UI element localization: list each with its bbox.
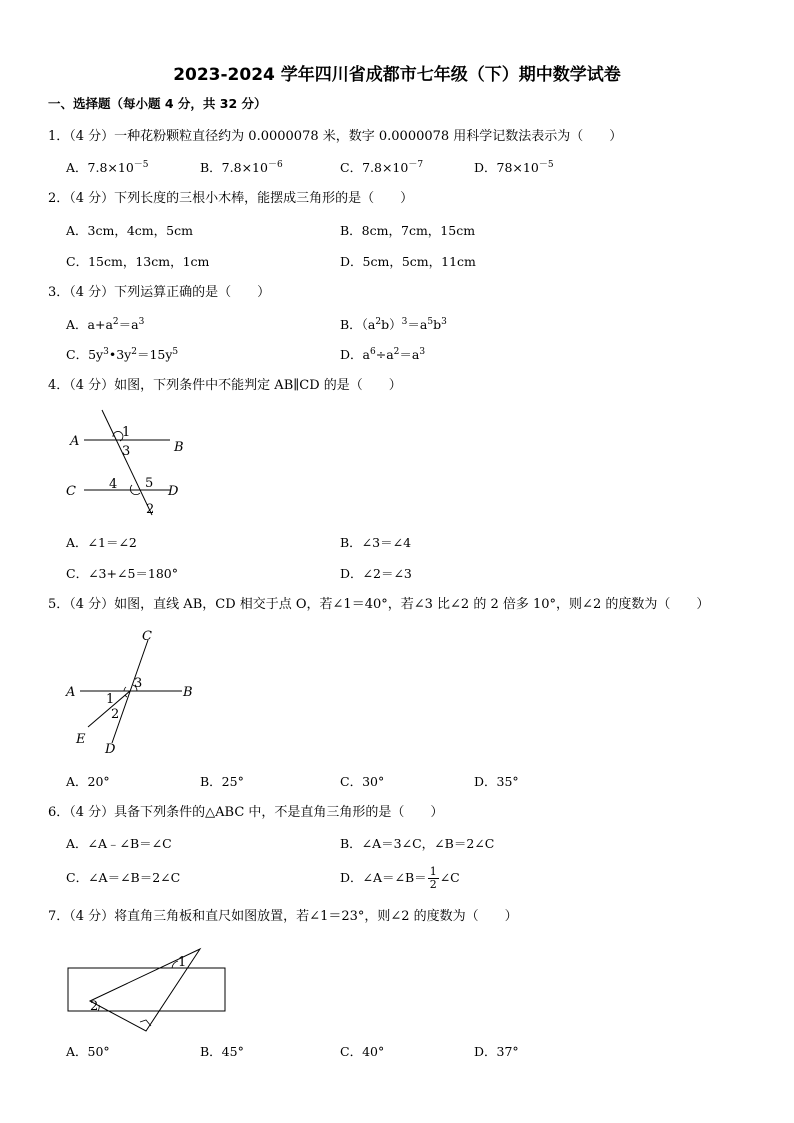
question-5-option-b[interactable]: B．25° <box>200 774 244 789</box>
angle-1-label: 1 <box>122 425 131 440</box>
point-a-label: A <box>70 434 80 449</box>
question-1-option-b[interactable]: B．$7.8\times 10^{-6}$ <box>200 160 283 175</box>
question-6-option-c[interactable]: C．∠A＝∠B＝2∠C <box>66 870 181 885</box>
question-3-stem: 3．（4 分）下列运算正确的是（ ） <box>48 285 271 300</box>
question-6-option-d[interactable]: D．∠A＝∠B＝ $\frac{1}{2}$ ∠C <box>340 865 460 891</box>
angle-2-label: 2 <box>146 502 155 517</box>
question-6-option-a[interactable]: A．∠A﹣∠B＝∠C <box>66 836 172 851</box>
point-d-label: D <box>105 742 116 757</box>
question-7-option-b[interactable]: B．45° <box>200 1044 244 1059</box>
section-heading: 一、选择题（每小题 4 分，共 32 分） <box>48 96 267 111</box>
question-6-stem: 6．（4 分）具备下列条件的△ABC 中，不是直角三角形的是（ ） <box>48 805 444 820</box>
angle-2-label: 2 <box>111 707 120 722</box>
question-5-stem: 5．（4 分）如图，直线 AB，CD 相交于点 O，若∠1＝40°，若∠3 比∠2 的 2 倍多 10°，则∠2 的度数为（ ） <box>48 597 710 612</box>
question-1-option-d[interactable]: D．$78\times 10^{-5}$ <box>474 160 554 175</box>
point-b-label: B <box>183 685 193 700</box>
question-5-option-d[interactable]: D．35° <box>474 774 519 789</box>
page-title: 2023-2024 学年四川省成都市七年级（下）期中数学试卷 <box>173 65 621 85</box>
angle-3-label: 3 <box>122 444 131 459</box>
question-6-option-b[interactable]: B．∠A＝3∠C，∠B＝2∠C <box>340 836 495 851</box>
question-2-option-c[interactable]: C．15cm，13cm，1cm <box>66 254 210 269</box>
question-7-option-d[interactable]: D．37° <box>474 1044 519 1059</box>
fraction-one-half: $\frac{1}{2}$ <box>429 865 437 891</box>
question-5-option-c[interactable]: C．30° <box>340 774 385 789</box>
question-2-option-d[interactable]: D．5cm，5cm，11cm <box>340 254 476 269</box>
question-7-figure <box>60 935 240 1040</box>
point-a-label: A <box>66 685 76 700</box>
question-4-figure <box>60 405 200 520</box>
angle-1-label: 1 <box>106 692 115 707</box>
question-3-option-c[interactable]: C．$5y^3•3y^2=15y^5$ <box>66 347 179 362</box>
point-c-label: C <box>66 484 76 499</box>
question-1-option-a[interactable]: A．$7.8\times 10^{-5}$ <box>66 160 149 175</box>
question-3-option-d[interactable]: D．$a^6\div a^2=a^3$ <box>340 347 426 362</box>
question-5-figure <box>60 625 210 760</box>
angle-1-label: 1 <box>178 955 187 970</box>
point-b-label: B <box>174 440 184 455</box>
question-5-option-a[interactable]: A．20° <box>66 774 110 789</box>
question-4-option-c[interactable]: C．∠3+∠5＝180° <box>66 566 178 581</box>
question-7-stem: 7．（4 分）将直角三角板和直尺如图放置，若∠1＝23°，则∠2 的度数为（ ） <box>48 909 518 924</box>
angle-5-label: 5 <box>145 476 154 491</box>
angle-2-label: 2 <box>90 999 99 1014</box>
question-7-option-c[interactable]: C．40° <box>340 1044 385 1059</box>
question-2-stem: 2．（4 分）下列长度的三根小木棒，能摆成三角形的是（ ） <box>48 191 414 206</box>
question-2-option-b[interactable]: B．8cm，7cm，15cm <box>340 223 476 238</box>
question-4-stem: 4．（4 分）如图，下列条件中不能判定 AB∥CD 的是（ ） <box>48 378 402 393</box>
angle-4-label: 4 <box>109 477 118 492</box>
question-4-option-d[interactable]: D．∠2＝∠3 <box>340 566 412 581</box>
question-7-option-a[interactable]: A．50° <box>66 1044 110 1059</box>
question-3-option-a[interactable]: A．$a+a^2=a^3$ <box>66 317 145 332</box>
question-4-option-b[interactable]: B．∠3＝∠4 <box>340 535 412 550</box>
question-1-option-c[interactable]: C．$7.8\times 10^{-7}$ <box>340 160 424 175</box>
point-d-label: D <box>168 484 179 499</box>
question-2-option-a[interactable]: A．3cm，4cm，5cm <box>66 223 193 238</box>
point-c-label: C <box>142 629 152 644</box>
point-e-label: E <box>76 732 86 747</box>
question-3-option-b[interactable]: B．$(a^2b)^3=a^5b^3$ <box>340 317 447 332</box>
angle-3-label: 3 <box>134 676 143 691</box>
question-4-option-a[interactable]: A．∠1＝∠2 <box>66 535 137 550</box>
question-1-stem: 1．（4 分）一种花粉颗粒直径约为 0.0000078 米，数字 0.0000078 用科学记数法表示为（ ） <box>48 129 623 144</box>
